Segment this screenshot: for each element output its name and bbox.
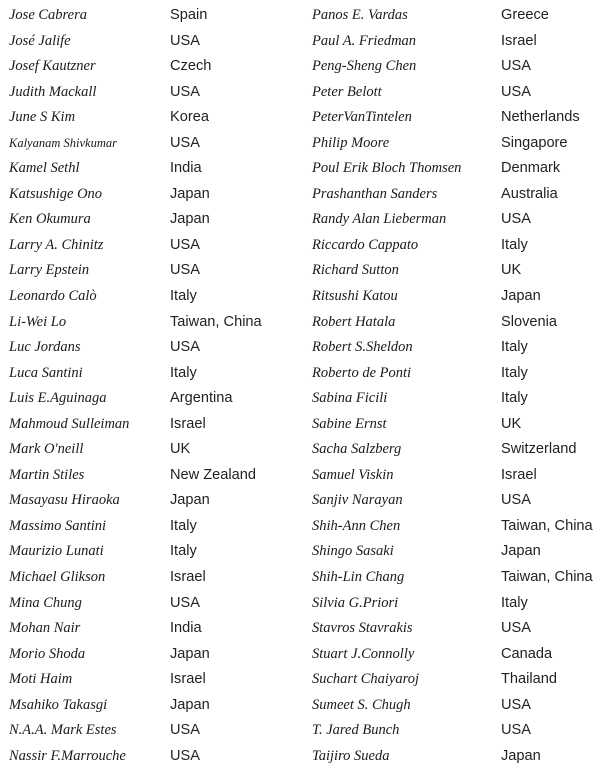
person-name-right: Roberto de Ponti	[312, 364, 412, 381]
country-left: Italy	[170, 543, 197, 560]
country-left: Argentina	[170, 390, 233, 407]
country-left: USA	[170, 339, 201, 356]
person-name-right: Sabine Ernst	[312, 415, 387, 432]
person-name-right: Philip Moore	[312, 134, 390, 151]
country-left: Italy	[170, 288, 197, 305]
country-left: Israel	[170, 671, 206, 688]
person-name-left: Josef Kautzner	[9, 58, 96, 75]
table-row	[0, 361, 608, 387]
table-row	[0, 616, 608, 642]
person-name-right: Sanjiv Narayan	[312, 492, 403, 509]
country-right: Thailand	[501, 671, 557, 688]
person-name-left: Mark O'neill	[9, 441, 84, 458]
country-left: Taiwan, China	[170, 313, 262, 330]
country-right: Greece	[501, 7, 549, 23]
country-right: Taiwan, China	[501, 569, 593, 586]
table-row	[0, 156, 608, 182]
person-name-right: Riccardo Cappato	[312, 236, 419, 253]
person-name-right: Peter Belott	[312, 83, 382, 100]
person-name-left: Luis E.Aguinaga	[9, 390, 107, 407]
table-row	[0, 591, 608, 617]
person-name-right: Silvia G.Priori	[312, 594, 399, 611]
person-name-left: Mahmoud Sulleiman	[9, 415, 130, 432]
country-right: Japan	[501, 543, 541, 560]
person-name-left: Kamel Sethl	[9, 160, 80, 177]
table-row	[0, 233, 608, 259]
person-name-left: Judith Mackall	[9, 83, 97, 100]
country-left: Japan	[170, 492, 210, 509]
country-left: USA	[170, 594, 201, 611]
person-name-right: Sacha Salzberg	[312, 441, 402, 458]
person-name-left: Larry Epstein	[9, 262, 90, 279]
person-name-left: Luc Jordans	[9, 339, 81, 356]
country-left: Italy	[170, 517, 197, 534]
person-name-left: Leonardo Calò	[9, 288, 97, 305]
person-name-left: Jose Cabrera	[9, 7, 87, 23]
table-row	[0, 310, 608, 336]
table-row	[0, 667, 608, 693]
country-left: UK	[170, 441, 191, 458]
person-name-left: Ken Okumura	[9, 211, 91, 228]
country-left: USA	[170, 722, 201, 739]
country-right: Italy	[501, 339, 528, 356]
person-name-right: Paul A. Friedman	[312, 32, 417, 49]
person-name-right: Shih-Ann Chen	[312, 517, 401, 534]
table-row	[0, 488, 608, 514]
country-left: Japan	[170, 696, 210, 713]
person-name-right: Randy Alan Lieberman	[312, 211, 447, 228]
country-left: Israel	[170, 415, 206, 432]
table-row	[0, 642, 608, 668]
table-row	[0, 207, 608, 233]
table-row	[0, 539, 608, 565]
table-row	[0, 744, 608, 769]
country-left: Italy	[170, 364, 197, 381]
table-row	[0, 284, 608, 310]
table-row	[0, 386, 608, 412]
table-row	[0, 258, 608, 284]
person-name-right: Taijiro Sueda	[312, 747, 390, 764]
table-row	[0, 335, 608, 361]
person-name-right: Stuart J.Connolly	[312, 645, 415, 662]
person-name-left: Kalyanam Shivkumar	[9, 135, 117, 150]
country-right: Slovenia	[501, 313, 557, 330]
person-name-left: Katsushige Ono	[9, 185, 103, 202]
table-row	[0, 54, 608, 80]
person-name-left: June S Kim	[9, 109, 76, 126]
country-right: USA	[501, 722, 532, 739]
name-country-list	[0, 3, 608, 769]
person-name-right: Peng-Sheng Chen	[312, 58, 417, 75]
country-right: UK	[501, 415, 522, 432]
country-left: USA	[170, 32, 201, 49]
person-name-left: Michael Glikson	[9, 569, 106, 586]
table-row	[0, 437, 608, 463]
table-row	[0, 182, 608, 208]
country-left: Japan	[170, 211, 210, 228]
country-right: Italy	[501, 594, 528, 611]
country-left: USA	[170, 83, 201, 100]
country-right: Netherlands	[501, 109, 580, 126]
person-name-left: Li-Wei Lo	[9, 313, 67, 330]
country-left: India	[170, 160, 202, 177]
country-left: Israel	[170, 569, 206, 586]
table-row	[0, 29, 608, 55]
country-left: USA	[170, 262, 201, 279]
country-right: Italy	[501, 364, 528, 381]
country-right: USA	[501, 58, 532, 75]
table-row	[0, 3, 608, 29]
person-name-right: Robert Hatala	[312, 313, 396, 330]
person-name-left: Larry A. Chinitz	[9, 236, 104, 253]
country-left: USA	[170, 134, 201, 151]
table-row	[0, 131, 608, 157]
person-name-left: José Jalife	[9, 32, 71, 49]
person-name-left: Luca Santini	[9, 364, 83, 381]
country-left: India	[170, 620, 202, 637]
country-right: USA	[501, 211, 532, 228]
person-name-right: Samuel Viskin	[312, 466, 394, 483]
table-row	[0, 565, 608, 591]
person-name-left: Massimo Santini	[9, 517, 107, 534]
country-right: Canada	[501, 645, 553, 662]
person-name-right: Shih-Lin Chang	[312, 569, 405, 586]
country-right: Japan	[501, 747, 541, 764]
country-right: Denmark	[501, 160, 561, 177]
person-name-right: Shingo Sasaki	[312, 543, 394, 560]
table-row	[0, 105, 608, 131]
country-right: Italy	[501, 390, 528, 407]
person-name-left: N.A.A. Mark Estes	[9, 722, 117, 739]
person-name-left: Masayasu Hiraoka	[9, 492, 120, 509]
country-right: USA	[501, 620, 532, 637]
person-name-right: Stavros Stavrakis	[312, 620, 413, 637]
country-left: New Zealand	[170, 466, 256, 483]
table-row	[0, 718, 608, 744]
country-right: Israel	[501, 466, 537, 483]
person-name-left: Mina Chung	[9, 594, 82, 611]
person-name-left: Morio Shoda	[9, 645, 86, 662]
person-name-right: Ritsushi Katou	[312, 288, 398, 305]
person-name-left: Moti Haim	[9, 671, 73, 688]
country-right: USA	[501, 83, 532, 100]
table-row	[0, 412, 608, 438]
country-right: Switzerland	[501, 441, 577, 458]
country-left: Spain	[170, 7, 208, 23]
person-name-left: Martin Stiles	[9, 466, 85, 483]
person-name-right: Prashanthan Sanders	[312, 185, 438, 202]
table-row	[0, 693, 608, 719]
country-right: USA	[501, 492, 532, 509]
person-name-right: Richard Sutton	[312, 262, 399, 279]
person-name-left: Maurizio Lunati	[9, 543, 104, 560]
country-right: Singapore	[501, 134, 568, 151]
country-right: Israel	[501, 32, 537, 49]
person-name-left: Msahiko Takasgi	[9, 696, 108, 713]
country-right: UK	[501, 262, 522, 279]
country-left: Korea	[170, 109, 209, 126]
table-row	[0, 80, 608, 106]
country-right: Australia	[501, 185, 558, 202]
person-name-right: Panos E. Vardas	[312, 7, 408, 23]
person-name-right: PeterVanTintelen	[312, 109, 412, 126]
person-name-right: Sumeet S. Chugh	[312, 696, 411, 713]
country-left: USA	[170, 236, 201, 253]
person-name-left: Nassir F.Marrouche	[9, 747, 126, 764]
country-left: Japan	[170, 645, 210, 662]
country-right: Taiwan, China	[501, 517, 593, 534]
table-row	[0, 514, 608, 540]
country-right: USA	[501, 696, 532, 713]
person-name-right: Suchart Chaiyaroj	[312, 671, 420, 688]
country-left: Czech	[170, 58, 212, 75]
country-left: USA	[170, 747, 201, 764]
person-name-right: Poul Erik Bloch Thomsen	[312, 160, 462, 177]
country-left: Japan	[170, 185, 210, 202]
person-name-right: Sabina Ficili	[312, 390, 388, 407]
person-name-left: Mohan Nair	[9, 620, 81, 637]
person-name-right: T. Jared Bunch	[312, 722, 400, 739]
country-right: Japan	[501, 288, 541, 305]
table-row	[0, 463, 608, 489]
person-name-right: Robert S.Sheldon	[312, 339, 413, 356]
country-right: Italy	[501, 236, 528, 253]
